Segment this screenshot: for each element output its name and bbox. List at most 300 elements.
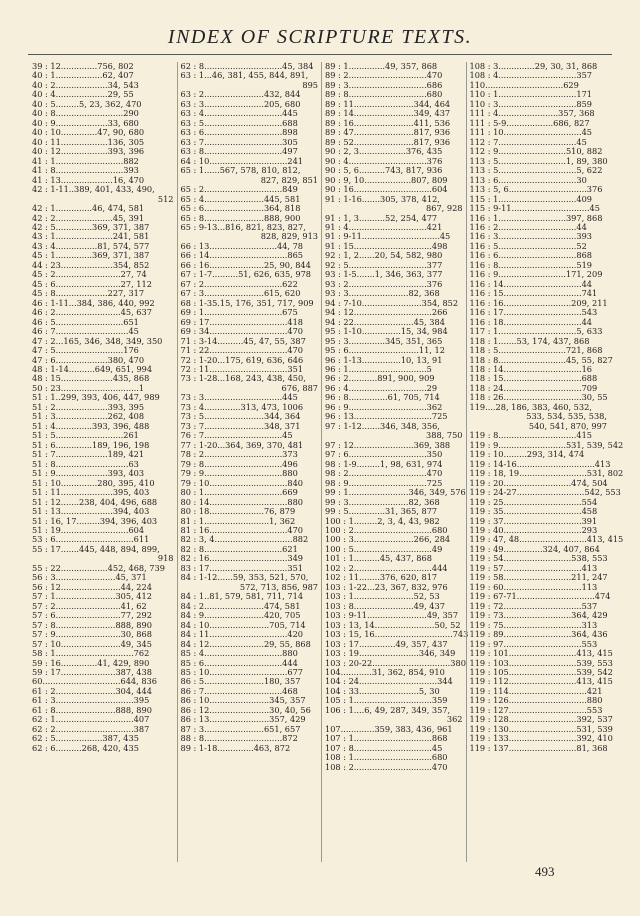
index-entry: 119 : 10.........293, 314, 474 — [469, 449, 585, 460]
index-entry: 46 : 7............................45 — [32, 326, 139, 337]
index-entry: 79 : 9..............................880 — [180, 468, 298, 479]
index-entry: 93 : 1-5.......1, 346, 363, 377 — [325, 269, 443, 280]
index-entry: 77 : 1-20...364, 369, 370, 481 — [180, 439, 304, 450]
index-entry: 119 : 105..........................539, 542 — [469, 667, 613, 677]
index-entry: 40 : 2....................34, 543 — [32, 79, 139, 90]
index-entry: 103 : 1-22...23, 367, 832, 976 — [325, 581, 448, 592]
index-entry: 61 : 8.......................888, 890 — [32, 704, 152, 715]
index-entry: 60..............................644, 836 — [32, 676, 157, 687]
index-entry: 119 : 58..........................211, 247 — [469, 572, 608, 583]
index-entry: 108 : 3..............29, 30, 31, 868 — [469, 61, 598, 71]
index-entry: 46 : 1-11...384, 386, 440, 992 — [32, 297, 155, 308]
index-entry: 108 : 2..............................470 — [325, 761, 448, 772]
index-entry: 89 : 47.......................817, 936 — [325, 127, 451, 138]
index-entry: 113 : 5..........................1, 89, 380 — [469, 155, 608, 166]
index-entry: 118 : 14..............................16 — [469, 364, 593, 374]
index-entry: 51 : 9....................393, 403 — [32, 468, 145, 479]
index-entry: 43 : 4................81, 574, 577 — [32, 240, 150, 251]
index-entry: 65 : 6.......................364, 818 — [180, 203, 301, 214]
index-entry: 84 : 1..81, 579, 581, 711, 714 — [180, 591, 304, 602]
index-entry: 110 : 1..............................171 — [469, 89, 593, 100]
index-entry: 85 : 6..............................444 — [180, 657, 298, 668]
index-entry: 83 : 17..............................351 — [180, 562, 304, 573]
index-entry: 65 : 9-13...816, 821, 823, 827, — [180, 221, 306, 232]
index-entry: 73 : 7.......................348, 371 — [180, 420, 301, 431]
index-entry: 104 : 24..............................344 — [325, 676, 453, 687]
index-entry: 66 : 13..........................44, 78 — [180, 240, 304, 251]
index-entry: 42 : 5..............369, 371, 387 — [32, 221, 150, 232]
index-entry: 45 : 6.........................27, 112 — [32, 278, 152, 289]
index-entry: 103 : 17..............49, 357, 437 — [325, 638, 448, 649]
index-entry: 119 : 54..........................538, 553 — [469, 553, 608, 564]
index-entry: 40 : 11..................136, 305 — [32, 136, 145, 147]
index-entry: 85 : 10..............................677 — [180, 667, 304, 677]
index-entry: 63 : 8..............................497 — [180, 146, 298, 157]
index-entry: 828, 829, 913 — [260, 231, 318, 242]
index-entry: 111 : 10..............................45 — [469, 127, 593, 138]
index-entry: 64 : 10..............................241 — [180, 155, 304, 166]
title-rule — [28, 54, 612, 55]
index-entry: 89 : 8..............................680 — [325, 89, 443, 100]
index-entry: 73 : 4..............313, 473, 1006 — [180, 401, 304, 412]
index-entry: 96 : 8...............61, 705, 714 — [325, 392, 440, 403]
index-entry: 113 : 6..............................30 — [469, 174, 587, 185]
index-entry: 61 : 2.......................304, 444 — [32, 685, 152, 696]
index-entry: 57 : 2.........................41, 62 — [32, 600, 147, 611]
index-entry: 66 : 14..............................865 — [180, 250, 304, 261]
index-entry: 40 : 4....................29, 55 — [32, 89, 134, 100]
index-entry: 119 : 60..............................113 — [469, 581, 598, 592]
index-entry: 42 : 2......................45, 391 — [32, 212, 145, 223]
index-entry: 71 : 3-14..........45, 47, 55, 387 — [180, 335, 306, 346]
index-entry: 51 : 19..........................604 — [32, 524, 145, 535]
index-entry: 40 : 10..............47, 90, 680 — [32, 127, 145, 138]
index-entry: 104............31, 362, 854, 910 — [325, 667, 445, 677]
index-entry: 119 : 128..........................392, 537 — [469, 714, 613, 725]
index-entry: 116 : 15..............................741 — [469, 288, 598, 299]
index-entry: 106 : 1....6, 49, 287, 349, 357, — [325, 704, 451, 715]
index-entry: 40 : 1..................62, 407 — [32, 70, 134, 81]
index-entry: 56 : 12.......................44, 224 — [32, 581, 152, 592]
index-entry: 100 : 2..............................680 — [325, 524, 448, 535]
index-entry: 40 : 9....................33, 680 — [32, 117, 139, 128]
index-entry: 63 : 2.......................432, 844 — [180, 89, 301, 100]
index-entry: 89 : 1-18..............463, 872 — [180, 742, 291, 753]
index-entry: 119 : 101..........................413, 415 — [469, 648, 613, 659]
index-entry: 44 : 23....................354, 852 — [32, 259, 150, 270]
index-entry: 119 : 114..............................421 — [469, 685, 603, 696]
index-entry: 90 : 9, 10..................807, 809 — [325, 174, 448, 185]
index-entry: 47 : 6....................380, 470 — [32, 354, 145, 365]
index-column-4 — [466, 61, 624, 862]
index-entry: 101 : 1..........45, 437, 868 — [325, 553, 432, 564]
index-entry: 62 : 1..............................407 — [32, 714, 150, 725]
index-entry: 119 : 47, 48..........................413, 415 — [469, 534, 624, 545]
page-number: 493 — [535, 864, 555, 879]
index-entry: 362 — [446, 714, 463, 725]
index-entry: 63 : 7..............................305 — [180, 136, 298, 147]
index-entry: 96 : 9..............................362 — [325, 401, 443, 412]
index-entry: 51 : 12.......238, 404, 496, 688 — [32, 496, 158, 507]
index-entry: 57 : 9.........................30, 868 — [32, 629, 152, 640]
index-entry: 40 : 12..................393, 396 — [32, 146, 145, 157]
index-entry: 111 : 4.......................357, 368 — [469, 108, 595, 119]
index-entry: 107 : 8..............................45 — [325, 742, 443, 753]
index-entry: 119 : 8..............................415 — [469, 430, 593, 441]
index-entry: 51 : 10..............280, 395, 410 — [32, 477, 155, 488]
index-entry: 51 : 5..........................261 — [32, 430, 139, 441]
index-entry: 118 : 1.......53, 174, 437, 868 — [469, 335, 590, 346]
index-entry: 65 : 1......567, 578, 810, 812, — [180, 165, 301, 176]
index-entry: 115 : 9-11..............................45 — [469, 203, 600, 214]
index-entry: 119 : 24-27..........................542, 553 — [469, 487, 621, 498]
index-entry: 41 : 13....................16, 470 — [32, 174, 145, 185]
index-entry: 118 : 5..........................721, 868 — [469, 345, 603, 356]
index-entry: 112 : 9..........................510, 882 — [469, 146, 603, 157]
index-entry: 116 : 1..........................397, 868 — [469, 212, 603, 223]
index-entry: 103 : 8.......................49, 437 — [325, 600, 445, 611]
index-entry: 119 : 133..........................392, 410 — [469, 733, 613, 744]
index-entry: 51 : 4..............393, 396, 488 — [32, 420, 150, 431]
index-entry: 107 : 1..............................868 — [325, 733, 448, 744]
index-entry: 84 : 9.......................420, 705 — [180, 610, 301, 621]
index-entry: 48 : 15....................435, 868 — [32, 373, 150, 384]
index-entry: 62 : 6..........268, 420, 435 — [32, 742, 139, 753]
index-entry: 512 — [157, 193, 174, 204]
index-entry: 42 : 1..............46, 474, 581 — [32, 203, 145, 214]
index-entry: 918 — [157, 553, 174, 564]
index-entry: 63 : 3.......................205, 680 — [180, 98, 301, 109]
index-entry: 95 : 6...........................11, 12 — [325, 345, 445, 356]
index-entry: 50 : 23..............................1 — [32, 382, 145, 393]
index-entry: 96 : 4..............................29 — [325, 382, 438, 393]
index-entry: 388, 750 — [426, 430, 463, 441]
index-entry: 55 : 17.......445, 448, 894, 899, — [32, 543, 160, 554]
index-entry: 69 : 1..............................675 — [180, 307, 298, 318]
index-entry: 90 : 4..............................376 — [325, 155, 443, 166]
index-entry: 118 : 24..............................709 — [469, 382, 598, 393]
index-entry: 95 : 1-10...............15, 34, 984 — [325, 326, 448, 337]
index-entry: 51 : 6..............189, 196, 198 — [32, 439, 150, 450]
index-entry: 676, 887 — [281, 382, 318, 393]
index-entry: 53 : 6..............................611 — [32, 534, 150, 545]
index-entry: 110 : 3..............................859 — [469, 98, 593, 109]
index-entry: 51 : 13....................394, 403 — [32, 506, 150, 517]
index-entry: 533, 534, 535, 538, — [526, 411, 607, 422]
index-entry: 67 : 3.......................615, 620 — [180, 288, 301, 299]
index-entry: 119 : 25..............................554 — [469, 496, 598, 507]
index-entry: 119 : 9..........................531, 539, 542 — [469, 439, 624, 450]
index-entry: 71 : 22..............................470 — [180, 345, 304, 356]
index-entry: 87 : 3.......................651, 657 — [180, 723, 301, 734]
index-entry: 118 : 26..............................30, 55 — [469, 392, 608, 403]
index-entry: 89 : 11.......................344, 464 — [325, 98, 451, 109]
index-entry: 88 : 8..............................872 — [180, 733, 298, 744]
index-entry: 99 : 5..............31, 365, 877 — [325, 506, 438, 517]
index-entry: 89 : 1..............49, 357, 868 — [325, 61, 438, 71]
index-entry: 119 : 67-71..............................474 — [469, 591, 611, 602]
index-entry: 90 : 16..............................604 — [325, 184, 448, 195]
index-entry: 95 : 3..............345, 351, 365 — [325, 335, 443, 346]
index-column-3 — [321, 61, 469, 862]
index-entry: 104 : 33.......................5, 30 — [325, 685, 440, 696]
index-entry: 86 : 7..............................468 — [180, 685, 298, 696]
index-entry: 116 : 14..............................44 — [469, 278, 593, 289]
index-entry: 91 : 1, 3..........52, 254, 477 — [325, 212, 438, 223]
index-entry: 119 : 127..............................553 — [469, 704, 603, 715]
index-entry: 98 : 1-9.........1, 98, 631, 974 — [325, 458, 443, 469]
index-entry: 100 : 5..............................49 — [325, 543, 443, 554]
index-entry: 61 : 3..............................395 — [32, 695, 150, 706]
index-entry: 119 : 57..............................413 — [469, 562, 598, 573]
index-entry: 86 : 10.......................345, 357 — [180, 695, 306, 706]
index-entry: 113 : 5..............................5, 622 — [469, 165, 603, 176]
index-entry: 116 : 2..............................44 — [469, 221, 587, 232]
index-entry: 97 : 1-12.......346, 348, 356, — [325, 420, 440, 431]
index-column-1 — [32, 62, 177, 862]
index-entry: 55 : 22..................452, 468, 739 — [32, 562, 165, 573]
index-entry: 100 : 3.......................266, 284 — [325, 534, 451, 545]
index-entry: 63 : 1...46, 381, 455, 844, 891, — [180, 70, 309, 81]
index-entry: 102 : 2..............................444 — [325, 562, 448, 573]
index-entry: 82 : 8..............................621 — [180, 543, 298, 554]
index-entry: 73 : 1-28...168, 243, 438, 450, — [180, 373, 306, 384]
index-entry: 81 : 1.........................1, 362 — [180, 515, 296, 526]
index-entry: 99 : 1.......................346, 349, 576 — [325, 487, 466, 498]
index-entry: 119 : 73..........................364, 429 — [469, 610, 608, 621]
index-entry: 43 : 1......................241, 581 — [32, 231, 150, 242]
index-entry: 51 : 16, 17.........394, 396, 403 — [32, 515, 158, 526]
index-entry: 80 : 1..............................669 — [180, 487, 298, 498]
index-entry: 72 : 11..............................351 — [180, 364, 304, 374]
index-entry: 89 : 16.......................411, 536 — [325, 117, 451, 128]
index-entry: 116 : 8..............................519 — [469, 259, 593, 270]
index-entry: 115 : 1..............................409 — [469, 193, 593, 204]
index-entry: 108 : 4..............................357 — [469, 70, 593, 81]
index-entry: 51 : 8............................63 — [32, 458, 139, 469]
index-entry: 45 : 2.........................27, 74 — [32, 269, 147, 280]
index-entry: 62 : 8..............................45, 384 — [180, 61, 314, 71]
index-entry: 110..............................629 — [469, 79, 579, 90]
index-entry: 91 : 1-16.......305, 378, 412, — [325, 193, 440, 204]
index-entry: 89 : 14.......................349, 437 — [325, 108, 451, 119]
index-entry: 72 : 1-20...175, 619, 636, 646 — [180, 354, 304, 365]
index-entry: 47 : 2...165, 346, 348, 349, 350 — [32, 335, 163, 346]
index-entry: 90 : 5, 6..........743, 817, 936 — [325, 165, 443, 176]
index-entry: 119 : 14-16..............................413 — [469, 458, 611, 469]
index-entry: 39 : 12..............756, 802 — [32, 61, 134, 71]
index-entry: 119 : 130..........................531, 539 — [469, 723, 613, 734]
index-entry: 82 : 16..............................349 — [180, 553, 304, 564]
index-entry: 119 : 37..............................391 — [469, 515, 598, 526]
index-entry: 103 : 1.......................52, 53 — [325, 591, 440, 602]
index-entry: 117 : 1..............................5, 633 — [469, 326, 603, 337]
index-entry: 116 : 16..........................209, 211 — [469, 297, 608, 308]
index-entry: 79 : 10..............................840 — [180, 477, 304, 488]
index-entry: 96 : 1..............................5 — [325, 364, 432, 374]
index-entry: 48 : 1-14..........649, 651, 994 — [32, 364, 153, 374]
index-entry: 93 : 2..............................376 — [325, 278, 443, 289]
index-entry: 65 : 4.......................445, 581 — [180, 193, 301, 204]
index-entry: 89 : 52.......................817, 936 — [325, 136, 451, 147]
index-entry: 85 : 4..............................880 — [180, 648, 298, 659]
index-entry: 62 : 5..................387, 435 — [32, 733, 139, 744]
index-entry: 51 : 1..299, 393, 406, 447, 989 — [32, 392, 160, 403]
index-entry: 103 : 9-11.......................49, 357 — [325, 610, 459, 621]
index-entry: 40 : 5.........5, 23, 362, 470 — [32, 98, 142, 109]
index-entry: 119 : 112..........................413, 415 — [469, 676, 613, 687]
index-entry: 116 : 6..............................868 — [469, 250, 593, 261]
index-entry: 119 : 126..............................880 — [469, 695, 603, 706]
index-entry: 84 : 11..............................420 — [180, 629, 304, 640]
index-entry: 89 : 3..............................686 — [325, 79, 443, 90]
index-entry: 59 : 16..............41, 429, 890 — [32, 657, 150, 668]
index-entry: 56 : 3.......................45, 371 — [32, 572, 147, 583]
index-entry: 867, 928 — [426, 203, 463, 214]
index-entry: 119 : 40..............................293 — [469, 524, 598, 535]
index-entry: 66 : 16.....................25, 90, 844 — [180, 259, 311, 270]
index-entry: 118 : 15..............................688 — [469, 373, 598, 384]
index-entry: 119 : 103..........................539, 553 — [469, 657, 613, 668]
index-entry: 119 : 20..........................474, 504 — [469, 477, 608, 488]
index-entry: 116 : 18..............................44 — [469, 316, 593, 327]
index-entry: 827, 829, 851 — [260, 174, 318, 185]
index-entry: 80 : 14..............................880 — [180, 496, 304, 507]
index-entry: 51 : 2....................393, 395 — [32, 401, 145, 412]
index-entry: 108 : 1..............................680 — [325, 752, 448, 763]
index-columns — [32, 61, 624, 862]
index-entry: 84 : 10.......................705, 714 — [180, 619, 306, 630]
index-entry: 116 : 3..............................393 — [469, 231, 593, 242]
index-entry: 57 : 8.......................888, 890 — [32, 619, 152, 630]
index-entry: 69 : 17..............................418 — [180, 316, 304, 327]
index-entry: 78 : 2..............................373 — [180, 449, 298, 460]
index-entry: 119....28, 186, 383, 460, 532, — [469, 401, 592, 412]
index-entry: 119 : 18, 19..........................531, 802 — [469, 468, 624, 479]
index-entry: 90 : 2, 3..................376, 435 — [325, 146, 443, 157]
index-entry: 116 : 9..........................171, 209 — [469, 269, 603, 280]
index-entry: 119 : 72..............................537 — [469, 600, 598, 611]
index-entry: 119 : 49...............324, 407, 864 — [469, 543, 600, 554]
index-entry: 119 : 35..............................458 — [469, 506, 598, 517]
index-entry: 45 : 1..............369, 371, 387 — [32, 250, 150, 261]
index-entry: 92 : 1, 2......20, 54, 582, 980 — [325, 250, 443, 261]
index-entry: 96 : 1-13...............10, 13, 91 — [325, 354, 443, 365]
index-entry: 119 : 75..............................313 — [469, 619, 598, 630]
index-entry: 102 : 11........376, 620, 817 — [325, 572, 438, 583]
index-entry: 76 : 7..............................45 — [180, 430, 293, 441]
index-entry: 86 : 5.......................180, 357 — [180, 676, 301, 687]
index-entry: 91 : 15..............................498 — [325, 240, 448, 251]
index-entry: 84 : 12.....................29, 55, 868 — [180, 638, 311, 649]
index-entry: 92 : 5..............................377 — [325, 259, 443, 270]
index-entry: 113 : 5, 6..............................376 — [469, 184, 603, 195]
index-entry: 119 : 97..............................553 — [469, 638, 598, 649]
index-entry: 65 : 8.......................888, 900 — [180, 212, 301, 223]
index-entry: 57 : 10.......................49, 345 — [32, 638, 152, 649]
index-entry: 99 : 3.......................82, 368 — [325, 496, 440, 507]
index-entry: 73 : 3..............................445 — [180, 392, 298, 403]
index-entry: 103 : 20-22..............................380 — [325, 657, 466, 668]
index-entry: 96 : 13..............................725 — [325, 411, 448, 422]
index-entry: 81 : 16..............................470 — [180, 524, 304, 535]
index-entry: 91 : 9-11..............................45 — [325, 231, 451, 242]
index-entry: 68 : 1-35.15, 176, 351, 717, 909 — [180, 297, 314, 308]
index-entry: 86 : 13.......................357, 429 — [180, 714, 306, 725]
index-entry: 94 : 12..............................266 — [325, 307, 448, 318]
index-entry: 57 : 1.......................305, 412 — [32, 591, 152, 602]
index-entry: 119 : 137..........................81, 368 — [469, 742, 608, 753]
index-entry: 119 : 89..........................364, 436 — [469, 629, 608, 640]
index-entry: 94 : 7-10.......................354, 852 — [325, 297, 459, 308]
index-entry: 103 : 15, 16..............................743 — [325, 629, 469, 640]
index-entry: 572, 713, 856, 987 — [239, 581, 318, 592]
index-entry: 97 : 6..............................350 — [325, 449, 443, 460]
index-entry: 107.............359, 383, 436, 961 — [325, 723, 453, 734]
index-entry: 118 : 8..........................45, 55, 827 — [469, 354, 613, 365]
index-entry: 96 : 2...........891, 900, 909 — [325, 373, 435, 384]
index-column-2 — [177, 62, 322, 862]
index-entry: 40 : 8..........................290 — [32, 108, 139, 119]
index-entry: 47 : 5..........................176 — [32, 345, 139, 356]
index-entry: 89 : 2..............................470 — [325, 70, 443, 81]
index-entry: 84 : 2.......................474, 581 — [180, 600, 301, 611]
index-entry: 63 : 6..............................898 — [180, 127, 298, 138]
index-entry: 62 : 2..............................387 — [32, 723, 150, 734]
index-entry: 59 : 17.....................387, 438 — [32, 667, 152, 677]
index-entry: 51 : 7....................189, 421 — [32, 449, 145, 460]
index-entry: 112 : 7..............................45 — [469, 136, 587, 147]
index-entry: 63 : 4..............................445 — [180, 108, 298, 119]
index-entry: 51 : 11....................395, 403 — [32, 487, 150, 498]
index-entry: 84 : 1-12......59, 353, 521, 570, — [180, 572, 309, 583]
index-entry: 540, 541, 870, 997 — [528, 420, 607, 431]
index-entry: 65 : 2..............................849 — [180, 184, 298, 195]
index-entry: 73 : 5.......................344, 364 — [180, 411, 301, 422]
index-entry: 67 : 2..............................622 — [180, 278, 298, 289]
index-entry: 116 : 17..............................543 — [469, 307, 598, 318]
index-entry: 63 : 5..............................688 — [180, 117, 298, 128]
index-entry: 46 : 5..........................651 — [32, 316, 139, 327]
index-entry: 46 : 2.........................45, 637 — [32, 307, 152, 318]
index-entry: 105 : 1..............................359 — [325, 695, 448, 706]
index-entry: 895 — [302, 79, 318, 90]
index-entry: 41 : 1..........................882 — [32, 155, 139, 166]
index-entry: 57 : 6.........................77, 292 — [32, 610, 152, 621]
index-entry: 82 : 3, 4..............................882 — [180, 534, 309, 545]
index-entry: 51 : 3....................262, 408 — [32, 411, 145, 422]
index-entry: 67 : 1-7..........51, 626, 635, 978 — [180, 269, 312, 280]
index-entry: 98 : 2..............................470 — [325, 468, 443, 479]
index-entry: 103 : 19.......................346, 349 — [325, 648, 456, 659]
index-entry: 86 : 12.......................30, 40, 56 — [180, 704, 311, 715]
index-entry: 45 : 8....................227, 317 — [32, 288, 145, 299]
index-entry: 41 : 8..........................393 — [32, 165, 139, 176]
index-entry: 94 : 22.......................45, 384 — [325, 316, 445, 327]
index-entry: 98 : 9..............................725 — [325, 477, 443, 488]
index-entry: 100 : 1.........2, 3, 4, 43, 982 — [325, 515, 440, 526]
index-entry: 80 : 18.....................76, 879 — [180, 506, 296, 517]
index-entry: 91 : 4..............................421 — [325, 221, 443, 232]
index-entry: 79 : 8..............................496 — [180, 458, 298, 469]
index-entry: 103 : 13, 14.......................50, 52 — [325, 619, 461, 630]
index-entry: 116 : 5..............................52 — [469, 240, 587, 251]
index-entry: 93 : 3.......................82, 368 — [325, 288, 440, 299]
page-title: INDEX OF SCRIPTURE TEXTS. — [167, 26, 473, 48]
index-entry: 111 : 5-9..................686, 827 — [469, 117, 590, 128]
index-entry: 58 : 1..............................762 — [32, 648, 150, 659]
index-entry: 69 : 34..............................470 — [180, 326, 304, 337]
